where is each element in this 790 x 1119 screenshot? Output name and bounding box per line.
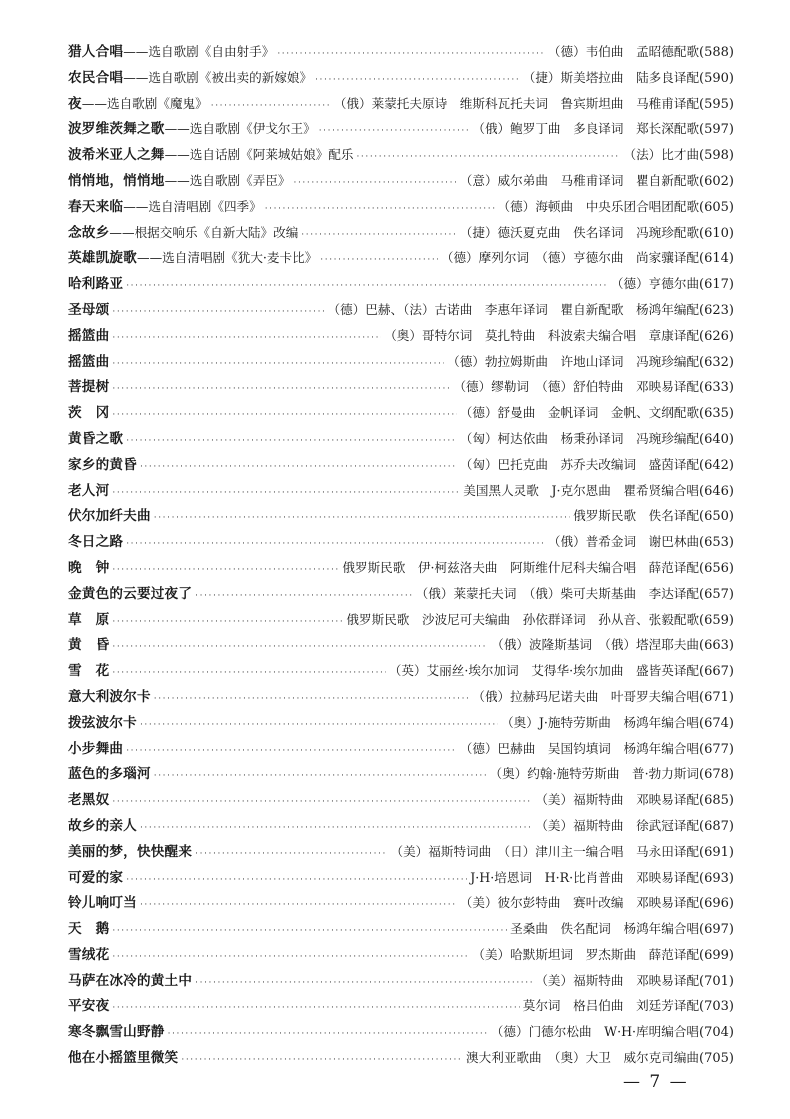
dot-leader <box>126 868 467 891</box>
entry-title: 黄 昏 <box>68 637 110 654</box>
dot-leader <box>112 610 343 633</box>
entry-credits: （俄）莱蒙托夫原诗 维斯科瓦托夫词 鲁宾斯坦曲 马稚甫译配 <box>333 95 700 111</box>
toc-entry <box>68 632 734 658</box>
toc-entry <box>68 374 734 400</box>
page-number: — 7 — <box>623 1072 689 1092</box>
dot-leader <box>195 584 413 607</box>
entry-credits: （美）彼尔彭特曲 赛叶改编 邓映易译配 <box>459 895 700 911</box>
entry-title: 马萨在冰冷的黄土中 <box>68 972 193 989</box>
entry-credits: （德）舒曼曲 金帆译词 金帆、文纲配歌 <box>459 405 700 421</box>
entry-page-number: (588) <box>699 45 734 60</box>
entry-page-number: (657) <box>699 586 734 602</box>
toc-entry <box>68 400 734 426</box>
entry-page-number: (663) <box>699 638 734 654</box>
toc-entry <box>68 555 734 581</box>
entry-subtitle: ——选自清唱剧《四季》 <box>123 198 262 214</box>
toc-entry <box>68 91 734 117</box>
entry-title: 老人河 <box>68 482 110 499</box>
entry-subtitle: ——选自歌剧《被出卖的新嫁娘》 <box>123 69 313 85</box>
toc-entry <box>68 993 734 1019</box>
entry-subtitle: ——选自歌剧《伊戈尔王》 <box>164 121 316 137</box>
entry-credits: （美）福斯特曲 邓映易译配 <box>535 972 700 988</box>
entry-title: 茨 冈 <box>68 405 110 422</box>
entry-credits: （匈）巴托克曲 苏乔夫改编词 盛茵译配 <box>459 456 700 472</box>
dot-leader <box>126 274 608 297</box>
entry-title: 英雄凯旋歌 <box>68 250 137 267</box>
dot-leader <box>154 506 570 529</box>
toc-entry <box>68 736 734 762</box>
entry-title: 悄悄地，悄悄地 <box>68 172 165 189</box>
dot-leader <box>181 1048 463 1071</box>
toc-entry <box>68 220 734 246</box>
entry-page-number: (626) <box>699 328 734 344</box>
table-of-contents <box>68 39 734 1071</box>
dot-leader <box>112 326 381 349</box>
entry-title: 圣母颂 <box>68 301 110 318</box>
entry-page-number: (605) <box>699 199 734 215</box>
entry-title: 平安夜 <box>68 998 110 1015</box>
entry-title: 家乡的黄昏 <box>68 456 137 473</box>
entry-credits: （美）哈默斯坦词 罗杰斯曲 薛范译配 <box>472 946 700 962</box>
dot-leader <box>211 94 331 117</box>
dot-leader <box>140 893 457 916</box>
entry-title: 哈利路亚 <box>68 276 124 293</box>
dot-leader <box>154 687 470 710</box>
entry-title: 草 原 <box>68 611 110 628</box>
dot-leader <box>277 42 545 65</box>
toc-entry <box>68 916 734 942</box>
entry-title: 铃儿响叮当 <box>68 895 137 912</box>
entry-credits: J·H·培恩词 H·R·比肖普曲 邓映易译配 <box>470 869 700 885</box>
entry-page-number: (650) <box>699 509 734 525</box>
dot-leader <box>112 661 385 684</box>
dot-leader <box>315 68 520 91</box>
entry-title: 晚 钟 <box>68 559 110 576</box>
dot-leader <box>112 481 460 504</box>
toc-entry <box>68 349 734 375</box>
entry-credits: 美国黑人灵歌 J·克尔恩曲 瞿希贤编合唱 <box>463 482 700 498</box>
entry-title: 故乡的亲人 <box>68 817 137 834</box>
entry-credits: （俄）普希金词 谢巴林曲 <box>547 534 700 550</box>
entry-credits: （德）海顿曲 中央乐团合唱团配歌 <box>497 198 700 214</box>
entry-page-number: (656) <box>699 560 734 576</box>
dot-leader <box>112 945 469 968</box>
entry-page-number: (697) <box>699 922 734 938</box>
entry-credits: 圣桑曲 佚名配词 杨鸿年编合唱 <box>510 921 700 937</box>
entry-credits: （法）比才曲 <box>623 147 700 163</box>
entry-page-number: (701) <box>699 973 734 989</box>
toc-entry <box>68 761 734 787</box>
toc-entry <box>68 271 734 297</box>
entry-title: 春天来临 <box>68 198 124 215</box>
dot-leader <box>294 171 457 194</box>
dot-leader <box>265 197 495 220</box>
toc-entry <box>68 529 734 555</box>
entry-title: 拨弦波尔卡 <box>68 714 137 731</box>
dot-leader <box>140 455 457 478</box>
entry-credits: （奥）哥特尔词 莫扎特曲 科波索夫编合唱 章康译配 <box>384 327 700 343</box>
dot-leader <box>112 919 507 942</box>
entry-title: 老黑奴 <box>68 792 110 809</box>
toc-entry <box>68 684 734 710</box>
toc-entry <box>68 839 734 865</box>
dot-leader <box>126 532 545 555</box>
toc-entry <box>68 323 734 349</box>
entry-page-number: (642) <box>699 457 734 473</box>
entry-page-number: (623) <box>699 302 734 318</box>
entry-title: 天 鹅 <box>68 921 110 938</box>
entry-page-number: (659) <box>699 612 734 628</box>
entry-page-number: (704) <box>699 1025 734 1041</box>
toc-entry <box>68 142 734 168</box>
entry-credits: （捷）德沃夏克曲 佚名译词 冯琬珍配歌 <box>459 224 700 240</box>
entry-page-number: (699) <box>699 947 734 963</box>
entry-credits: 澳大利亚歌曲 （奥）大卫 威尔克司编曲 <box>466 1050 700 1066</box>
toc-entry <box>68 581 734 607</box>
entry-title: 猎人合唱 <box>68 44 124 60</box>
toc-entry <box>68 452 734 478</box>
dot-leader <box>319 119 470 142</box>
toc-entry <box>68 478 734 504</box>
entry-credits: （德）韦伯曲 孟昭德配歌 <box>547 44 700 59</box>
entry-page-number: (610) <box>699 225 734 241</box>
entry-credits: 俄罗斯民歌 沙波尼可夫编曲 孙依群译词 孙从音、张毅配歌 <box>346 611 700 627</box>
entry-credits: （匈）柯达依曲 杨秉孙译词 冯琬珍编配 <box>459 430 700 446</box>
toc-entry <box>68 297 734 323</box>
entry-page-number: (705) <box>699 1051 734 1067</box>
entry-credits: （美）福斯特曲 徐武冠译配 <box>535 817 700 833</box>
dot-leader <box>112 300 324 323</box>
dot-leader <box>195 971 532 994</box>
entry-credits: （英）艾丽丝·埃尔加词 艾得华·埃尔加曲 盛皆英译配 <box>388 663 700 679</box>
entry-page-number: (685) <box>699 793 734 809</box>
entry-credits: （意）威尔弟曲 马稚甫译词 瞿自新配歌 <box>459 172 700 188</box>
entry-page-number: (646) <box>699 483 734 499</box>
dot-leader <box>356 145 620 168</box>
toc-entry <box>68 245 734 271</box>
toc-entry <box>68 168 734 194</box>
entry-credits: （德）摩列尔词 （德）亨德尔曲 尚家骧译配 <box>440 250 700 266</box>
entry-page-number: (678) <box>699 767 734 783</box>
entry-title: 波希米亚人之舞 <box>68 147 165 164</box>
entry-title: 伏尔加纤夫曲 <box>68 508 151 525</box>
dot-leader <box>140 816 532 839</box>
dot-leader <box>154 764 487 787</box>
dot-leader <box>112 790 532 813</box>
entry-credits: 俄罗斯民歌 伊·柯兹洛夫曲 阿斯维什尼科夫编合唱 薛范译配 <box>342 559 700 575</box>
entry-page-number: (633) <box>699 380 734 396</box>
entry-page-number: (671) <box>699 689 734 705</box>
entry-credits: （俄）波隆斯基词 （俄）塔涅耶夫曲 <box>491 637 700 653</box>
entry-page-number: (635) <box>699 406 734 422</box>
entry-page-number: (674) <box>699 715 734 731</box>
entry-title: 金黄色的云要过夜了 <box>68 585 193 602</box>
entry-credits: （德）勃拉姆斯曲 许地山译词 冯琬珍编配 <box>447 353 700 369</box>
dot-leader <box>112 403 456 426</box>
entry-page-number: (590) <box>699 70 734 86</box>
toc-entry <box>68 968 734 994</box>
toc-entry <box>68 65 734 91</box>
toc-entry <box>68 658 734 684</box>
entry-title: 雪 花 <box>68 663 110 680</box>
entry-page-number: (696) <box>699 896 734 912</box>
dot-leader <box>140 713 498 736</box>
entry-title: 农民合唱 <box>68 69 124 86</box>
toc-entry <box>68 607 734 633</box>
entry-page-number: (653) <box>699 535 734 551</box>
entry-credits: 俄罗斯民歌 佚名译配 <box>573 508 700 524</box>
dot-leader <box>168 1022 488 1045</box>
toc-entry <box>68 865 734 891</box>
toc-entry <box>68 942 734 968</box>
dot-leader <box>301 223 456 246</box>
entry-credits: （德）巴赫曲 吴国钧填词 杨鸿年编合唱 <box>459 740 700 756</box>
entry-credits: 莫尔词 格吕伯曲 刘廷芳译配 <box>522 998 700 1014</box>
entry-title: 寒冬飘雪山野静 <box>68 1024 165 1041</box>
entry-page-number: (687) <box>699 818 734 834</box>
dot-leader <box>320 248 438 271</box>
toc-entry <box>68 503 734 529</box>
entry-page-number: (703) <box>699 999 734 1015</box>
toc-entry <box>68 787 734 813</box>
entry-subtitle: ——选自歌剧《弄臣》 <box>164 172 291 188</box>
entry-page-number: (597) <box>699 122 734 138</box>
entry-credits: （奥）约翰·施特劳斯曲 普·勃力斯词 <box>489 766 700 782</box>
entry-page-number: (632) <box>699 354 734 370</box>
entry-title: 摇篮曲 <box>68 327 110 344</box>
entry-page-number: (693) <box>699 870 734 886</box>
toc-entry <box>68 1045 734 1071</box>
entry-title: 念故乡 <box>68 224 110 241</box>
toc-entry <box>68 890 734 916</box>
entry-credits: （德）亨德尔曲 <box>610 276 700 292</box>
dot-leader <box>195 842 387 865</box>
entry-title: 黄昏之歌 <box>68 430 124 447</box>
entry-title: 他在小摇篮里微笑 <box>68 1050 179 1067</box>
entry-subtitle: ——选自话剧《阿莱城姑娘》配乐 <box>164 147 354 163</box>
entry-title: 小步舞曲 <box>68 740 124 757</box>
toc-entry <box>68 116 734 142</box>
entry-subtitle: ——根据交响乐《自新大陆》改编 <box>109 224 299 240</box>
toc-entry <box>68 39 734 65</box>
entry-page-number: (598) <box>699 148 734 164</box>
dot-leader <box>126 429 457 452</box>
entry-title: 冬日之路 <box>68 534 124 551</box>
entry-credits: （俄）拉赫玛尼诺夫曲 叶哥罗夫编合唱 <box>472 688 700 704</box>
entry-subtitle: ——选自歌剧《魔鬼》 <box>81 95 208 111</box>
entry-credits: （美）福斯特曲 邓映易译配 <box>535 792 700 808</box>
entry-page-number: (691) <box>699 844 734 860</box>
entry-title: 菩提树 <box>68 379 110 396</box>
entry-title: 雪绒花 <box>68 946 110 963</box>
entry-page-number: (617) <box>699 277 734 293</box>
entry-page-number: (614) <box>699 251 734 267</box>
entry-credits: （奥）J·施特劳斯曲 杨鸿年编合唱 <box>501 714 700 730</box>
toc-entry <box>68 1019 734 1045</box>
entry-credits: （俄）鲍罗丁曲 多良译词 郑长深配歌 <box>472 121 700 137</box>
entry-subtitle: ——选自清唱剧《犹大·麦卡比》 <box>136 250 318 266</box>
dot-leader <box>112 635 488 658</box>
entry-credits: （德）缪勒词 （德）舒伯特曲 邓映易译配 <box>453 379 700 395</box>
entry-credits: （俄）莱蒙托夫词 （俄）柴可夫斯基曲 李达译配 <box>415 585 700 601</box>
toc-entry <box>68 426 734 452</box>
entry-credits: （德）门德尔松曲 W·H·库明编合唱 <box>490 1024 700 1040</box>
entry-page-number: (667) <box>699 664 734 680</box>
entry-credits: （捷）斯美塔拉曲 陆多良译配 <box>522 69 700 85</box>
dot-leader <box>126 739 457 762</box>
entry-title: 波罗维茨舞之歌 <box>68 121 165 138</box>
entry-title: 夜 <box>68 95 82 112</box>
entry-page-number: (602) <box>699 173 734 189</box>
entry-subtitle: ——选自歌剧《自由射手》 <box>123 44 275 59</box>
toc-entry <box>68 194 734 220</box>
entry-page-number: (640) <box>699 431 734 447</box>
toc-entry <box>68 710 734 736</box>
dot-leader <box>112 377 450 400</box>
entry-title: 可爱的家 <box>68 869 124 886</box>
entry-title: 意大利波尔卡 <box>68 688 151 705</box>
entry-credits: （美）福斯特词曲 （日）津川主一编合唱 马永田译配 <box>390 843 700 859</box>
entry-title: 摇篮曲 <box>68 353 110 370</box>
dot-leader <box>112 558 339 581</box>
dot-leader <box>112 352 444 375</box>
dot-leader <box>112 996 519 1019</box>
entry-title: 蓝色的多瑙河 <box>68 766 151 783</box>
entry-page-number: (677) <box>699 741 734 757</box>
entry-credits: （德）巴赫、（法）古诺曲 李惠年译词 瞿自新配歌 杨鸿年编配 <box>327 301 700 317</box>
entry-page-number: (595) <box>699 96 734 112</box>
toc-entry <box>68 813 734 839</box>
entry-title: 美丽的梦，快快醒来 <box>68 843 193 860</box>
